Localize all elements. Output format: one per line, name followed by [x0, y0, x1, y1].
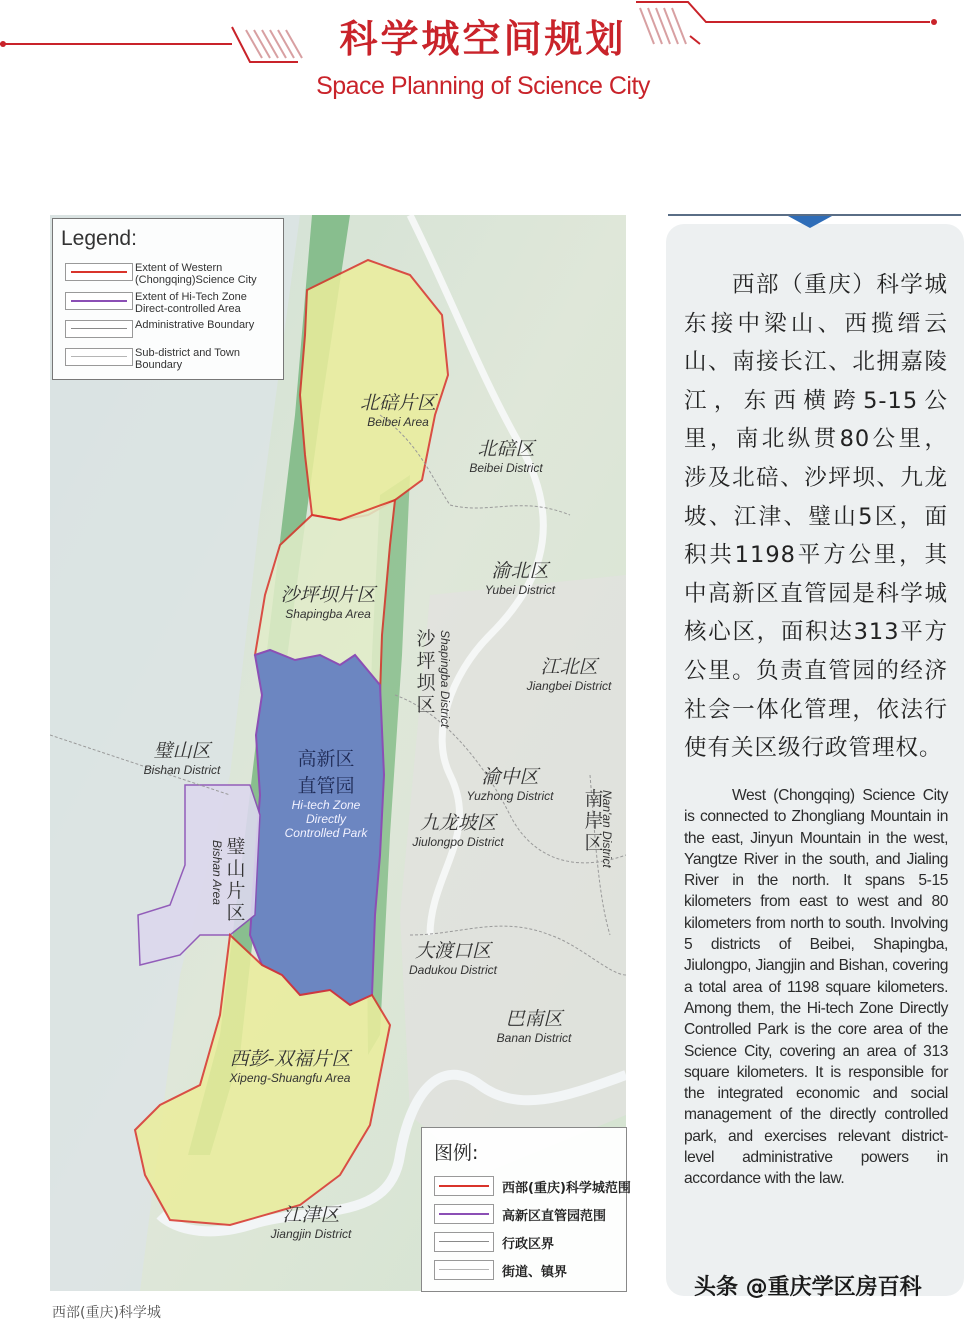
label-shapingba-district-en: Shapingba District: [438, 630, 452, 728]
page-subtitle: Space Planning of Science City: [316, 72, 650, 100]
triangle-marker-icon: [788, 216, 832, 228]
legend-swatch-science-city: [65, 263, 133, 281]
label-xipeng-area: 西彭-双福片区 Xipeng-Shuangfu Area: [229, 1048, 351, 1085]
legend-cn-swatch-science-city: [434, 1176, 494, 1196]
legend-en-title: Legend:: [61, 227, 137, 250]
watermark: 头条 @重庆学区房百科: [694, 1275, 922, 1300]
legend-cn-item-hitech: 高新区直管园范围: [502, 1209, 607, 1224]
label-yuzhong-district: 渝中区 Yuzhong District: [466, 766, 554, 803]
legend-cn-swatch-subdistrict: [434, 1260, 494, 1280]
label-beibei-district: 北碚区 Beibei District: [469, 438, 543, 475]
label-bishan-area-en: Bishan Area: [210, 840, 224, 905]
description-en: West (Chongqing) Science City is connected to Zhongliang Mountain in the east, Jinyun Mountain in the west, Yangtze River in the south, and Jialing River in the north. It spans 5-15 kilometers from east to west and 80 kilometers from north to south. Involving 5 districts of Beibei, Shapingba, Jiulongpo, Jiangjin and Bishan, covering a total area of 1198 square kilometers. Among them, the Hi-tech Zone Directly Controlled Park is the core area of the Science City, covering an area of 313 square kilometers. It is responsible for the integrated economic and social management of the directly controlled park, and exercises relevant district-level administrative powers in accordance with the law.: [684, 787, 948, 1188]
map-caption: 西部(重庆)科学城: [52, 1305, 161, 1321]
description-zh: 西部（重庆）科学城东接中梁山、西揽缙云山、南接长江、北拥嘉陵江，东西横跨5-15公里，南北纵贯80公里，涉及北碚、沙坪坝、九龙坡、江津、璧山5区，面积共1198平方公里，其中高新区直管园是科学城核心区，面积达313平方公里。负责直管园的经济社会一体化管理，依法行使有关区级行政管理权。: [684, 272, 948, 762]
legend-item-admin: Administrative Boundary: [135, 319, 255, 331]
legend-cn-swatch-admin: [434, 1232, 494, 1252]
label-jiangjin-district: 江津区 Jiangjin District: [270, 1204, 352, 1241]
legend-swatch-subdistrict: [65, 348, 133, 366]
label-beibei-area: 北碚片区 Beibei Area: [359, 392, 436, 429]
legend-en: [52, 218, 284, 380]
legend-item-science-city: Extent of Western (Chongqing)Science City: [135, 262, 257, 286]
legend-item-hitech: Extent of Hi-Tech Zone Direct-controlled Area: [135, 291, 247, 315]
label-shapingba-district-zh: 沙坪坝区: [416, 628, 436, 716]
legend-cn-swatch-hitech: [434, 1204, 494, 1224]
legend-cn-item-science-city: 西部(重庆)科学城范围: [502, 1181, 631, 1196]
legend-cn-title: 图例:: [434, 1142, 479, 1164]
page-title: 科学城空间规划: [339, 17, 627, 61]
label-shapingba-area: 沙坪坝片区 Shapingba Area: [280, 584, 376, 621]
legend-cn-item-subdistrict: 街道、镇界: [502, 1265, 568, 1280]
label-bishan-area-zh: 璧山片区: [226, 836, 246, 924]
label-jiulongpo-district: 九龙坡区 Jiulongpo District: [412, 812, 504, 849]
label-nanan-district-zh: 南岸区: [584, 788, 604, 854]
label-bishan-district: 璧山区 Bishan District: [143, 740, 221, 777]
legend-cn-item-admin: 行政区界: [502, 1237, 555, 1252]
legend-swatch-admin: [65, 320, 133, 338]
label-banan-district: 巴南区 Banan District: [496, 1008, 572, 1045]
legend-cn: [421, 1127, 631, 1292]
label-hitech-park: 高新区 直管园 Hi-tech Zone Directly Controlled Park: [284, 748, 368, 840]
label-jiangbei-district: 江北区 Jiangbei District: [526, 656, 612, 693]
label-yubei-district: 渝北区 Yubei District: [484, 560, 556, 597]
legend-swatch-hitech: [65, 292, 133, 310]
label-dadukou-district: 大渡口区 Dadukou District: [408, 940, 498, 977]
label-nanan-district-en: Nan'an District: [600, 790, 614, 868]
legend-item-subdistrict: Sub-district and Town Boundary: [135, 347, 240, 371]
